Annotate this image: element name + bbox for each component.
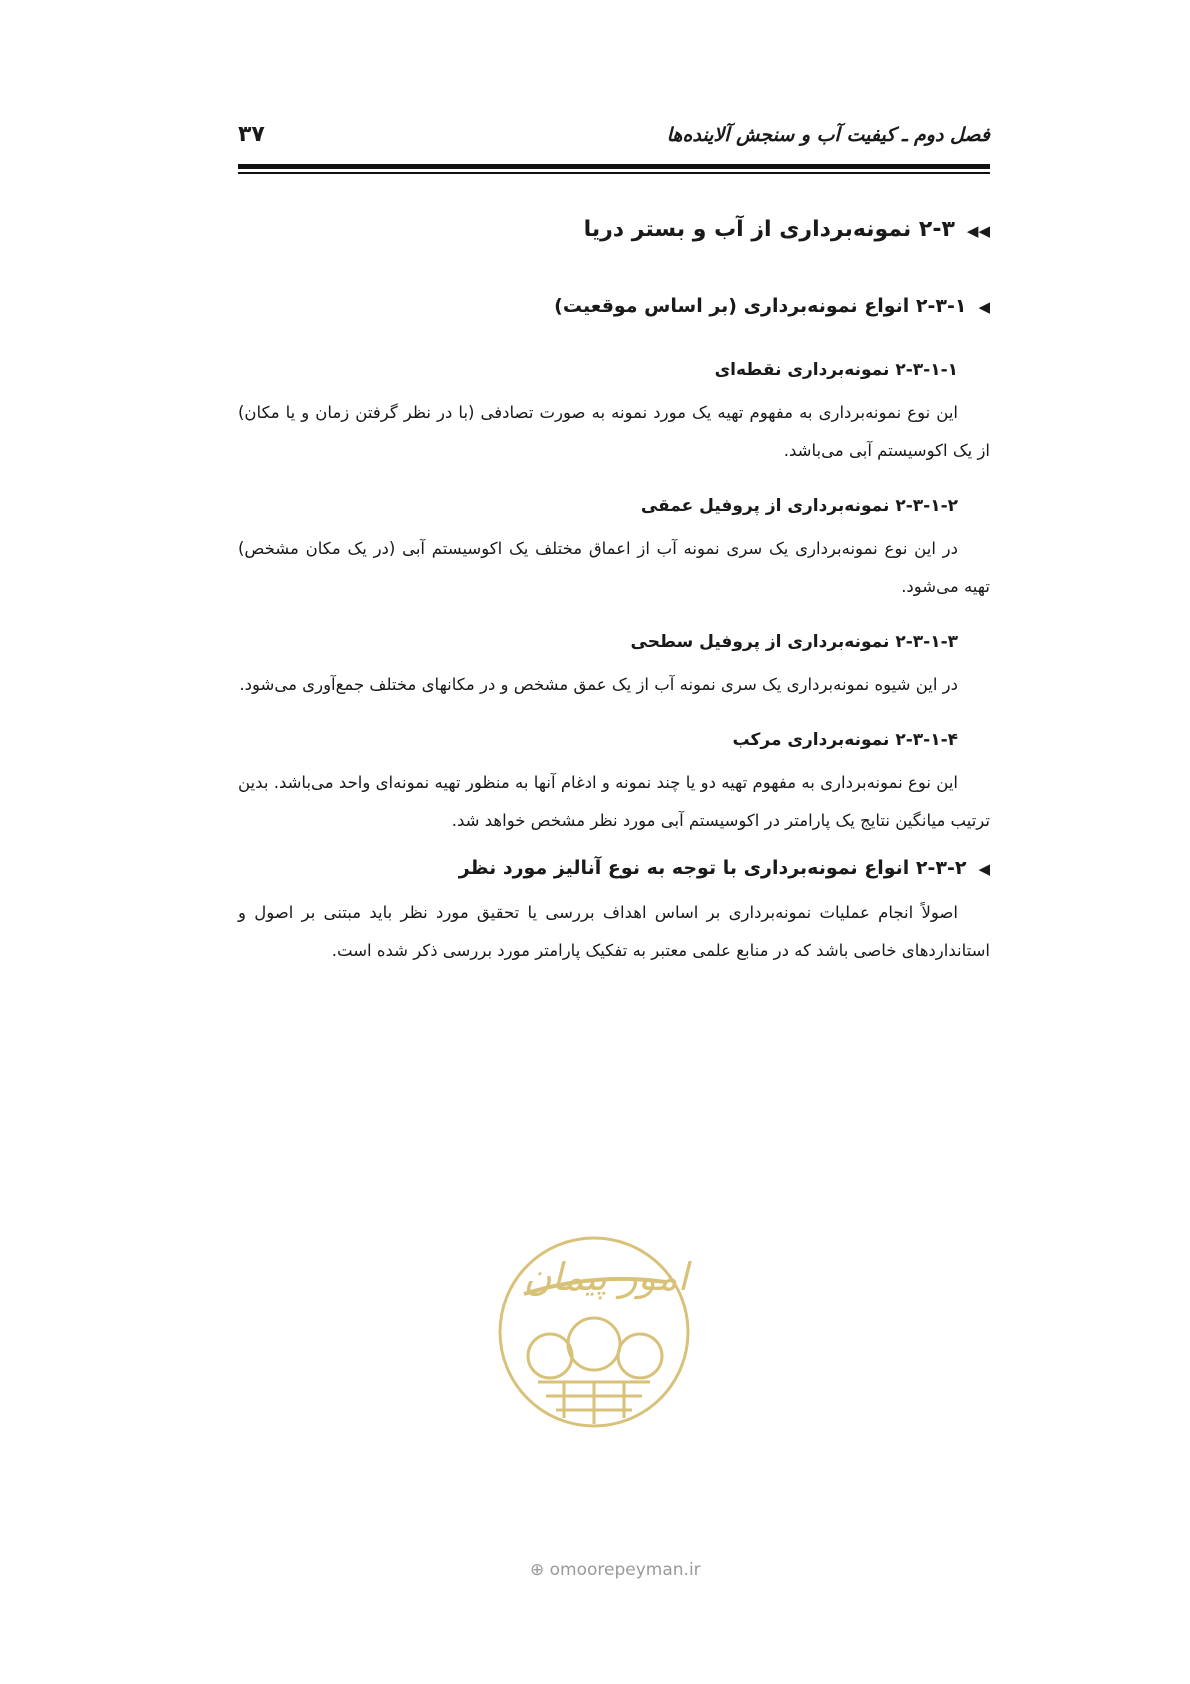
seal-logo-text: امور پیمان (523, 1255, 689, 1299)
subsection-heading-2: ۲-۳-۱-۲ نمونه‌برداری از پروفیل عمقی (640, 496, 958, 516)
section-title: ۲-۳ نمونه‌برداری از آب و بستر دریا (583, 217, 955, 242)
website-text: omoorepeyman.ir (549, 1560, 701, 1580)
arrow-marker-icon: ◀ (978, 860, 990, 878)
chapter-title: فصل دوم ـ کیفیت آب و سنجش آلاینده‌ها (666, 124, 990, 146)
section-heading-sub1 (238, 288, 990, 324)
watermark-seal-icon (494, 1232, 694, 1432)
paragraph-5: اصولاً انجام عملیات نمونه‌برداری بر اساس اهداف بررسی یا تحقیق مورد نظر باید مبتنی بر اصول و استانداردهای خاصی باشد که در منابع علمی معتبر به تفکیک پارامتر مورد بررسی ذکر شده است. (238, 903, 990, 960)
header-rule-thin (238, 172, 990, 174)
subsection-heading-1: ۲-۳-۱-۱ نمونه‌برداری نقطه‌ای (714, 360, 958, 380)
paragraph-1: این نوع نمونه‌برداری به مفهوم تهیه یک مورد نمونه به صورت تصادفی (با در نظر گرفتن زمان و یا مکان) از یک اکوسیستم آبی می‌باشد. (238, 403, 990, 460)
section-heading-sub2 (238, 850, 990, 886)
page-number: ۳۷ (238, 122, 265, 147)
paragraph-4: این نوع نمونه‌برداری به مفهوم تهیه دو یا چند نمونه و ادغام آنها به منظور تهیه نمونه‌ای واحد می‌باشد. بدین ترتیب میانگین نتایج یک پارامتر در اکوسیستم آبی مورد نظر مشخص خواهد شد. (238, 773, 990, 830)
paragraph-3: در این شیوه نمونه‌برداری یک سری نمونه آب از یک عمق مشخص و در مکانهای مختلف جمع‌آوری می‌شود. (239, 675, 958, 694)
globe-icon: ⊕ (530, 1560, 545, 1580)
section-title: ۲-۳-۲ انواع نمونه‌برداری با توجه به نوع آنالیز مورد نظر (458, 857, 967, 879)
section-heading-main (238, 210, 990, 250)
header-rule-thick (238, 164, 990, 169)
section-title: ۲-۳-۱ انواع نمونه‌برداری (بر اساس موقعیت) (554, 295, 967, 317)
subsection-heading-4: ۲-۳-۱-۴ نمونه‌برداری مرکب (732, 730, 958, 750)
watermark-website (530, 1560, 701, 1580)
paragraph-2: در این نوع نمونه‌برداری یک سری نمونه آب از اعماق مختلف یک اکوسیستم آبی (در یک مکان مشخص) تهیه می‌شود. (238, 539, 990, 596)
subsection-heading-3: ۲-۳-۱-۳ نمونه‌برداری از پروفیل سطحی (630, 632, 958, 652)
double-arrow-marker-icon: ◀◀ (966, 222, 990, 240)
content (238, 210, 990, 970)
arrow-marker-icon: ◀ (978, 298, 990, 316)
